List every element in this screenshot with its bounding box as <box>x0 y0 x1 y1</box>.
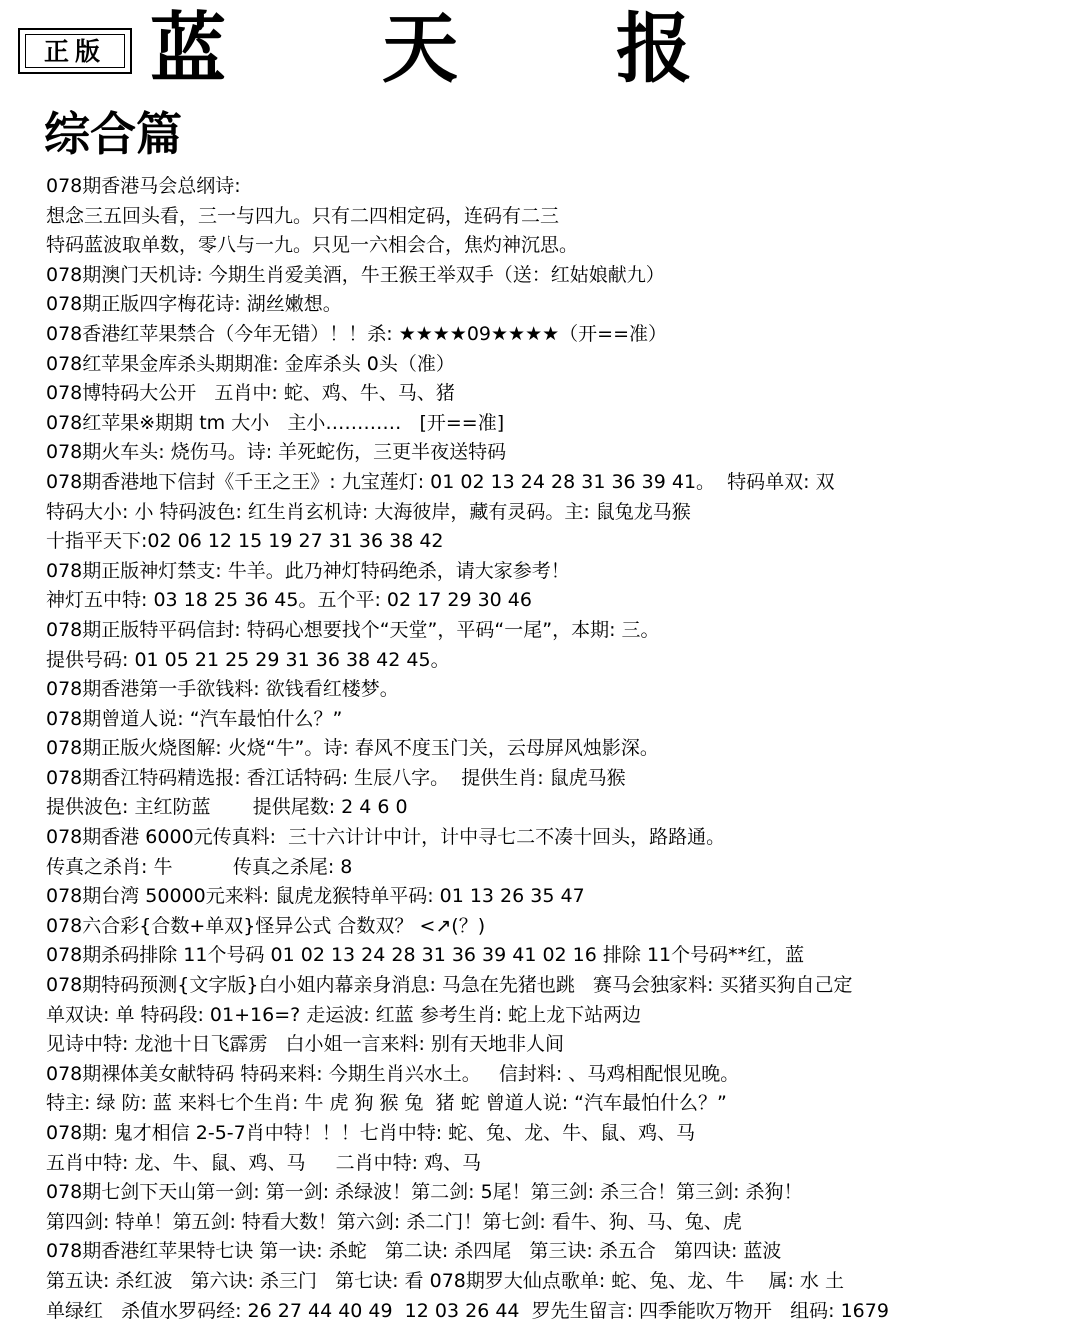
text-line: 078六合彩{合数+单双}怪异公式 合数双？ <↗(？) <box>46 914 486 937</box>
text-line: 神灯五中特: 03 18 25 36 45。五个平: 02 17 29 30 46 <box>46 589 532 612</box>
text-line: 078期澳门天机诗: 今期生肖爱美酒，牛王猴王举双手（送：红姑娘献九） <box>46 263 665 286</box>
text-line: 078期曾道人说: “汽车最怕什么？” <box>46 707 343 730</box>
text-line: 十指平天下:02 06 12 15 19 27 31 36 38 42 <box>46 530 444 553</box>
text-line: 单绿红 杀值水罗码经: 26 27 44 40 49 12 03 26 44 罗先生留言: 四季能吹万物开 组码: 1679 <box>46 1299 889 1322</box>
masthead-char-1: 蓝 <box>150 4 226 93</box>
text-line: 078红苹果金库杀头期期准: 金库杀头 0头（准） <box>46 352 455 375</box>
edition-badge-label: 正版 <box>25 34 125 68</box>
text-line: 078红苹果※期期 tm 大小 主小………… [开==准] <box>46 411 505 434</box>
text-line: 078期正版火烧图解: 火烧“牛”。诗: 春风不度玉门关，云母屏风烛影深。 <box>46 737 659 760</box>
text-line: 078期: 鬼才相信 2-5-7肖中特！！！七肖中特: 蛇、兔、龙、牛、鼠、鸡、马 <box>46 1122 696 1144</box>
text-line: 078期香港 6000元传真料: 三十六计计中计，计中寻七二不凑十回头，路路通。 <box>46 826 726 849</box>
text-line: 078期香港红苹果特七诀 第一诀: 杀蛇 第二诀: 杀四尾 第三诀: 杀五合 第四诀: 蓝波 <box>46 1240 782 1263</box>
text-line: 五肖中特: 龙、牛、鼠、鸡、马 二肖中特: 鸡、马 <box>46 1151 482 1174</box>
text-line: 第四剑: 特单！第五剑: 特看大数！第六剑: 杀二门！第七剑: 看牛、狗、马、兔、虎 <box>46 1210 742 1233</box>
edition-badge <box>18 28 132 74</box>
text-line: 特码蓝波取单数，零八与一九。只见一六相会合，焦灼神沉思。 <box>46 234 579 257</box>
text-line: 提供号码: 01 05 21 25 29 31 36 38 42 45。 <box>46 648 450 671</box>
text-line: 078期杀码排除 11个号码 01 02 13 24 28 31 36 39 41 02 16 排除 11个号码**红，蓝 <box>46 944 805 967</box>
text-line: 078期台湾 50000元来料: 鼠虎龙猴特单平码: 01 13 26 35 47 <box>46 885 585 908</box>
text-line: 078期裸体美女献特码 特码来料: 今期生肖兴水土。 信封料: 、马鸡相配恨见晚。 <box>46 1062 740 1085</box>
text-line: 078期火车头: 烧伤马。诗: 羊死蛇伤，三更半夜送特码 <box>46 441 507 464</box>
text-line: 想念三五回头看，三一与四九。只有二四相定码，连码有二三 <box>46 204 560 227</box>
masthead-char-2: 天 <box>382 4 458 93</box>
text-line: 078博特码大公开 五肖中: 蛇、鸡、牛、马、猪 <box>46 382 455 405</box>
text-line: 单双诀: 单 特码段: 01+16=? 走运波: 红蓝 参考生肖: 蛇上龙下站两边 <box>46 1003 642 1026</box>
text-line: 078期正版四字梅花诗: 湖丝嫩想。 <box>46 293 342 316</box>
text-line: 078期香港马会总纲诗: <box>46 175 241 197</box>
text-line: 传真之杀肖: 牛 传真之杀尾: 8 <box>46 855 353 878</box>
text-line: 提供波色: 主红防蓝 提供尾数: 2 4 6 0 <box>46 796 408 819</box>
text-line: 特码大小: 小 特码波色: 红生肖玄机诗: 大海彼岸，藏有灵码。主: 鼠兔龙马猴 <box>46 500 691 523</box>
text-line: 078期七剑下天山第一剑: 第一剑: 杀绿波！第二剑: 5尾！第三剑: 杀三合！第三剑: 杀狗！ <box>46 1181 803 1204</box>
text-line: 特主: 绿 防: 蓝 来料七个生肖: 牛 虎 狗 猴 兔 猪 蛇 曾道人说: “汽车最怕什么？” <box>46 1092 727 1115</box>
section-title: 综合篇 <box>44 107 182 161</box>
masthead-char-3: 报 <box>616 4 692 93</box>
article-body <box>46 172 1076 1326</box>
text-line: 第五诀: 杀红波 第六诀: 杀三门 第七诀: 看 078期罗大仙点歌单: 蛇、兔、龙、牛 属: 水 土 <box>46 1269 844 1292</box>
text-line: 078期正版神灯禁支: 牛羊。此乃神灯特码绝杀，请大家参考！ <box>46 559 570 582</box>
text-line: 078期香江特码精选报: 香江话特码: 生辰八字。 提供生肖: 鼠虎马猴 <box>46 766 626 789</box>
text-line: 078期香港地下信封《千王之王》: 九宝莲灯: 01 02 13 24 28 31 36 39 41。 特码单双: 双 <box>46 470 835 493</box>
text-line: 078期特码预测{文字版}白小姐内幕亲身消息: 马急在先猪也跳 赛马会独家料: 买猪买狗自己定 <box>46 974 853 997</box>
text-line: 078期香港第一手欲钱料: 欲钱看红楼梦。 <box>46 678 399 701</box>
text-line: 078香港红苹果禁合（今年无错）！！杀: ★★★★09★★★★（开==准） <box>46 322 667 345</box>
text-line: 078期正版特平码信封: 特码心想要找个“天堂”，平码“一尾”，本期: 三。 <box>46 618 660 641</box>
text-line: 见诗中特: 龙池十日飞霹雳 白小姐一言来料: 别有天地非人间 <box>46 1033 565 1056</box>
